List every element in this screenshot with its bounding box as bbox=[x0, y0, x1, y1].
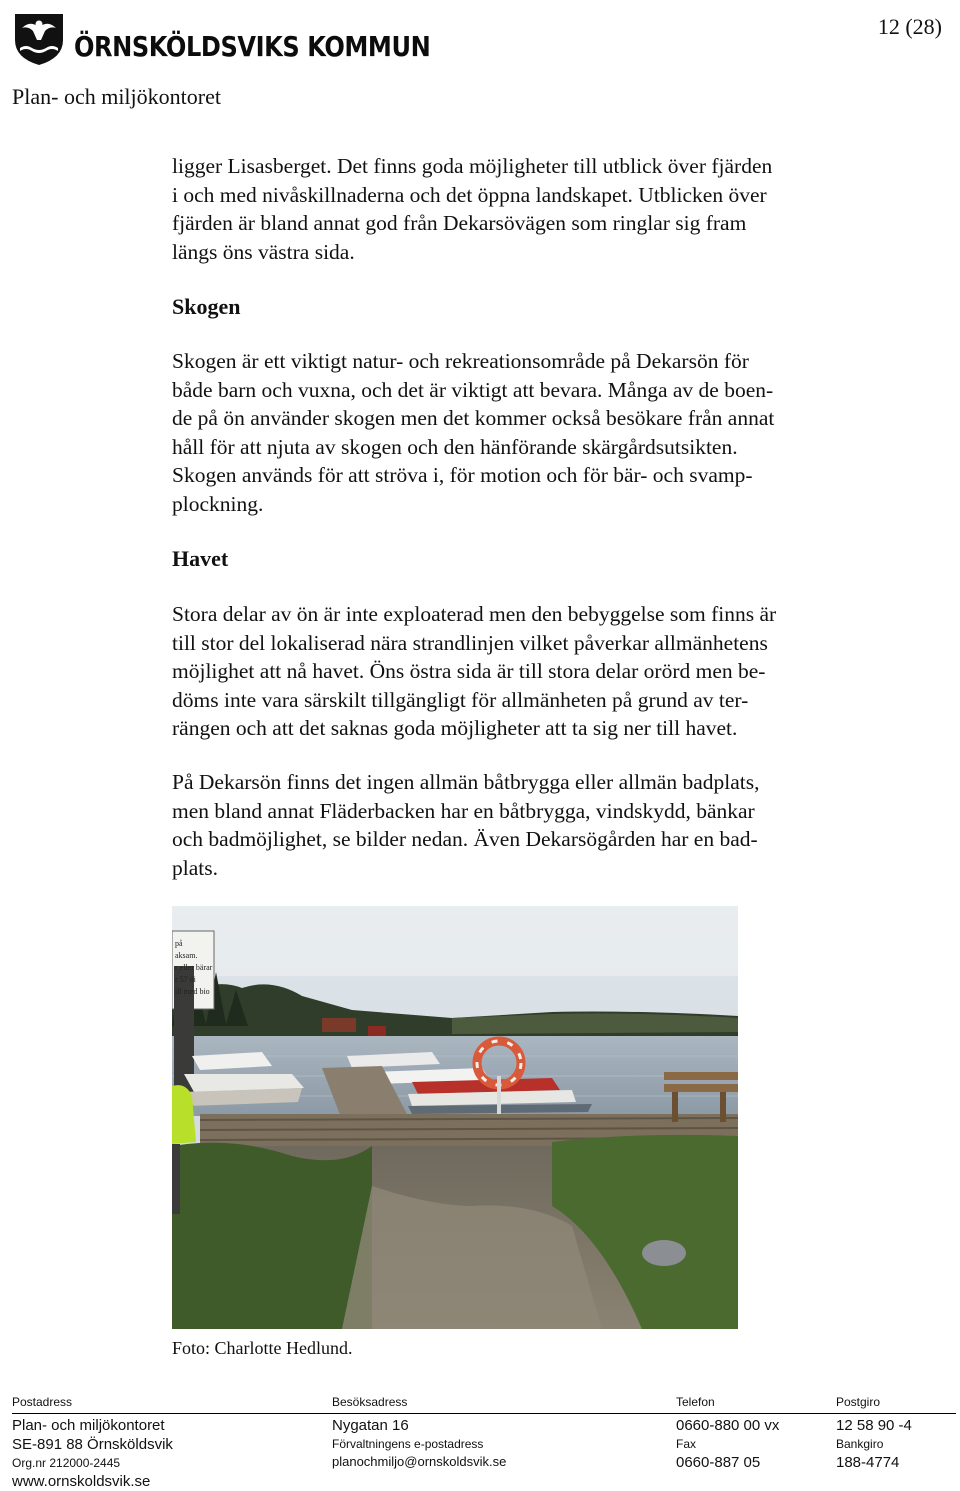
harbor-photo bbox=[172, 906, 738, 1329]
sign-text: r eller bärar bbox=[175, 963, 213, 972]
coat-of-arms-icon bbox=[12, 10, 66, 66]
website-link[interactable]: www.ornskoldsvik.se bbox=[12, 1473, 151, 1490]
department-name: Plan- och miljökontoret bbox=[12, 84, 221, 109]
footer-label: Förvaltningens e-postadress bbox=[332, 1437, 484, 1451]
sign-text: på bbox=[175, 939, 183, 948]
text-line: möjlighet att nå havet. Öns östra sida är till stora delar orörd men be- bbox=[172, 659, 766, 683]
skogen-paragraph bbox=[172, 347, 872, 518]
email-link[interactable]: planochmiljo@ornskoldsvik.se bbox=[332, 1454, 507, 1469]
havet-paragraph-2 bbox=[172, 768, 872, 882]
footer-besoksadress bbox=[332, 1392, 506, 1471]
text-line: Skogen används för att ströva i, för motion och för bär- och svamp- bbox=[172, 463, 753, 487]
heading-havet: Havet bbox=[172, 546, 229, 571]
footer-label: Telefon bbox=[676, 1395, 715, 1409]
footer-value: SE-891 88 Örnsköldsvik bbox=[12, 1436, 173, 1453]
sign-text: r 57 öi bbox=[175, 975, 196, 984]
text-line: och badmöjlighet, se bilder nedan. Även Dekarsögården har en bad- bbox=[172, 827, 758, 851]
municipality-logo bbox=[12, 10, 431, 74]
text-line: På Dekarsön finns det ingen allmän båtbrygga eller allmän badplats, bbox=[172, 770, 760, 794]
sign-text: aksam. bbox=[175, 951, 198, 960]
text-line: rängen och att det saknas goda möjligheter att ta sig ner till havet. bbox=[172, 716, 738, 740]
footer-postgiro bbox=[836, 1392, 912, 1472]
footer-postadress bbox=[12, 1392, 173, 1491]
text-line: håll för att njuta av skogen och den hänförande skärgårdsutsikten. bbox=[172, 434, 738, 459]
heading-skogen: Skogen bbox=[172, 294, 241, 319]
footer-label: Besöksadress bbox=[332, 1395, 408, 1409]
text-line: döms inte vara särskilt tillgängligt för allmänheten på grund av ter- bbox=[172, 687, 749, 712]
page-number: 12 (28) bbox=[877, 14, 942, 39]
text-line: i och med nivåskillnaderna och det öppna landskapet. Utblicken över bbox=[172, 182, 767, 207]
text-line: till stor del lokaliserad nära strandlinjen vilket påverkar allmänhetens bbox=[172, 630, 768, 655]
text-line: de på ön använder skogen men det kommer också besökare från annat bbox=[172, 406, 775, 430]
footer-value: Plan- och miljökontoret bbox=[12, 1417, 165, 1434]
sign-text: ill med bio bbox=[175, 987, 210, 996]
harbor-photo-illustration bbox=[172, 906, 738, 1329]
footer-value: 188-4774 bbox=[836, 1454, 900, 1471]
text-line: men bland annat Fläderbacken har en båtbrygga, vindskydd, bänkar bbox=[172, 798, 755, 823]
footer-telefon bbox=[676, 1392, 779, 1472]
logo-wordmark: ÖRNSKÖLDSVIKS KOMMUN bbox=[74, 30, 431, 63]
text-line: plockning. bbox=[172, 491, 264, 516]
text-line: Skogen är ett viktigt natur- och rekreationsområde på Dekarsön för bbox=[172, 349, 749, 373]
text-line: både barn och vuxna, och det är viktigt att bevara. Många av de boen- bbox=[172, 377, 774, 402]
photo-caption: Foto: Charlotte Hedlund. bbox=[172, 1338, 353, 1358]
footer-value: 12 58 90 -4 bbox=[836, 1417, 912, 1434]
footer-label: Bankgiro bbox=[836, 1437, 884, 1451]
footer-value: Org.nr 212000-2445 bbox=[12, 1456, 121, 1470]
text-line: Stora delar av ön är inte exploaterad men den bebyggelse som finns är bbox=[172, 602, 777, 626]
footer-value: 0660-880 00 vx bbox=[676, 1417, 780, 1434]
havet-paragraph-1 bbox=[172, 600, 872, 743]
text-line: längs öns västra sida. bbox=[172, 239, 355, 264]
text-line: plats. bbox=[172, 855, 218, 880]
intro-paragraph bbox=[172, 152, 872, 266]
footer-label: Postadress bbox=[12, 1395, 73, 1409]
footer-label: Postgiro bbox=[836, 1395, 881, 1409]
footer-value: 0660-887 05 bbox=[676, 1454, 761, 1471]
text-line: ligger Lisasberget. Det finns goda möjligheter till utblick över fjärden bbox=[172, 154, 773, 178]
text-line: fjärden är bland annat god från Dekarsövägen som ringlar sig fram bbox=[172, 211, 747, 235]
footer-label: Fax bbox=[676, 1437, 697, 1451]
footer-value: Nygatan 16 bbox=[332, 1417, 409, 1434]
